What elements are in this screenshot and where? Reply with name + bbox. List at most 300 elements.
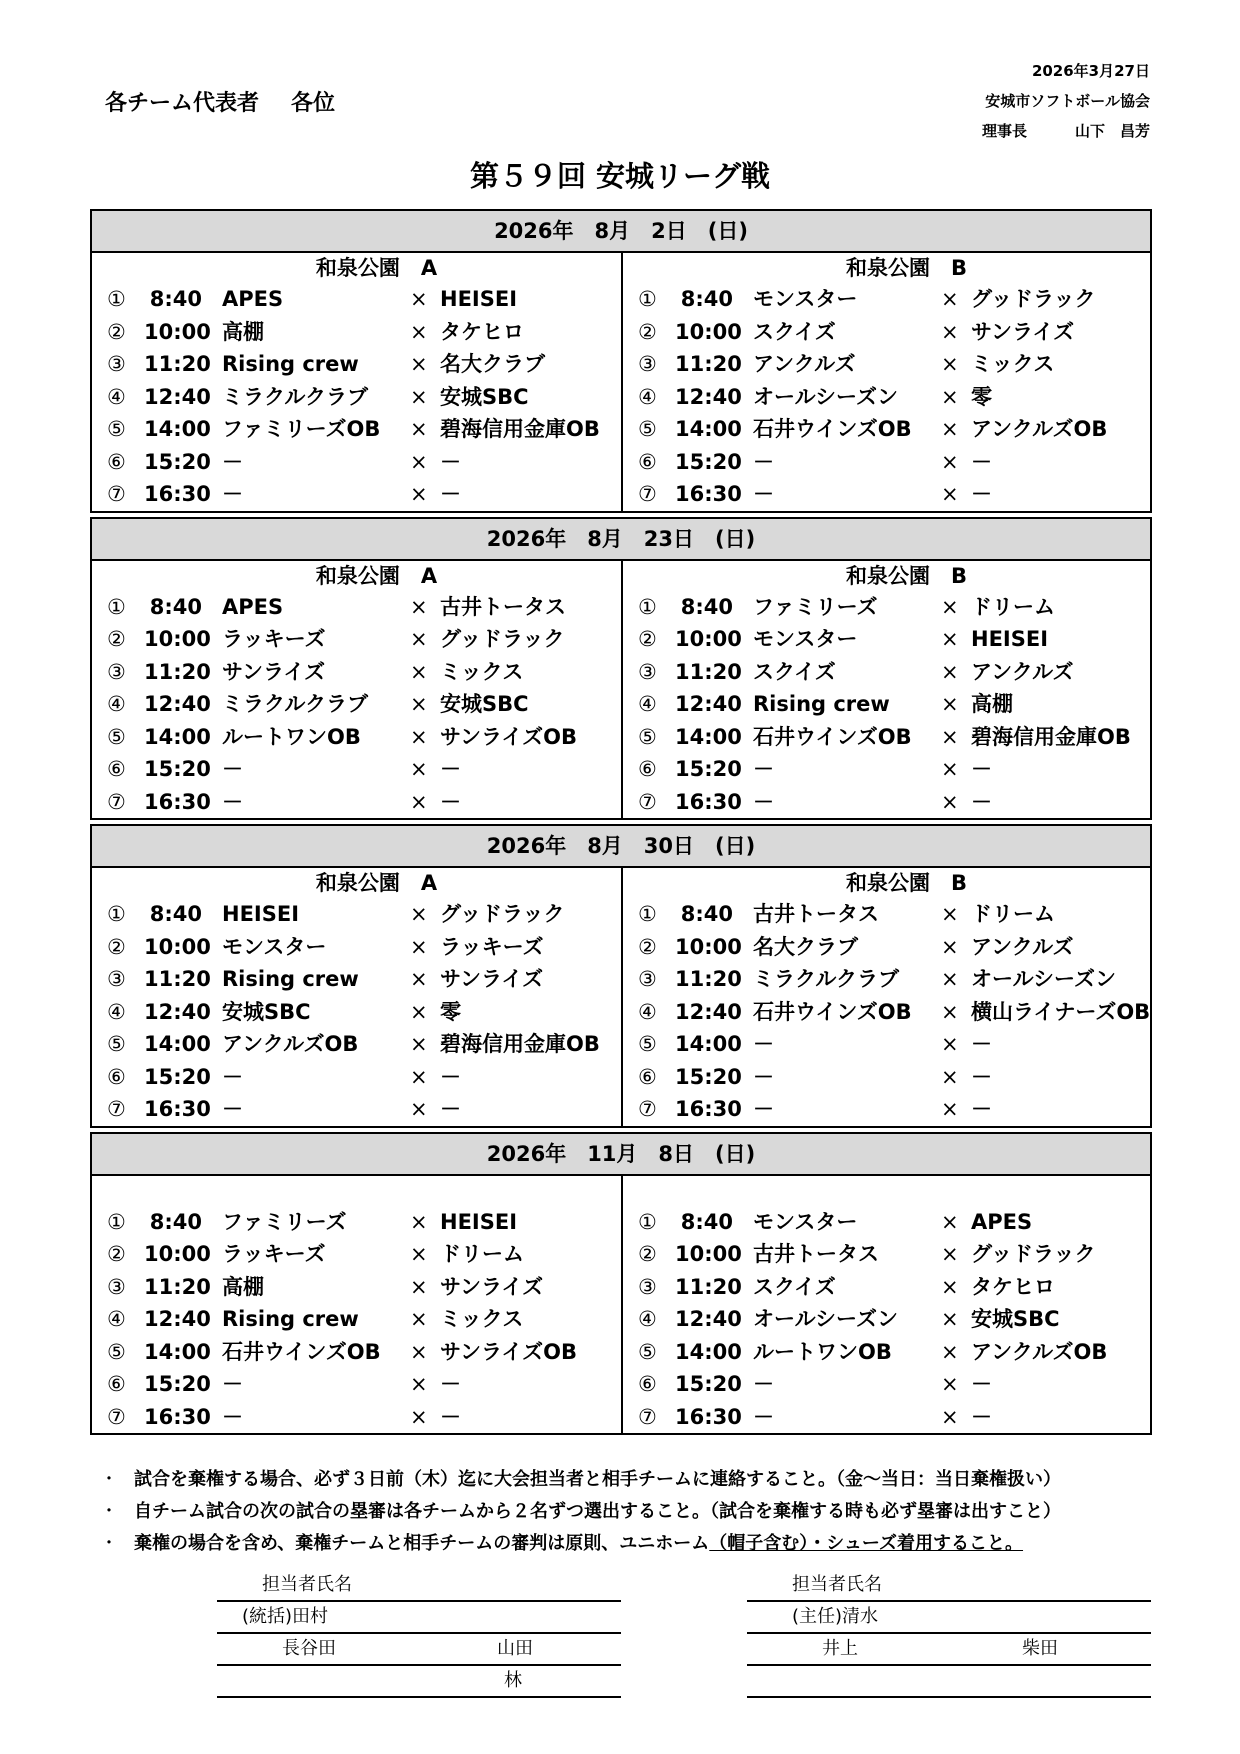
home-team: ラッキーズ <box>222 627 326 651</box>
venue-title: 和泉公園 A <box>315 871 438 895</box>
vs-mark: × <box>941 627 959 651</box>
match-time: 8:40 <box>149 902 202 926</box>
vs-mark: × <box>941 319 959 344</box>
note-text-underlined: （帽子含む）・シューズ着用すること。 <box>709 1533 1024 1554</box>
home-team: － <box>753 482 774 506</box>
match-number: ① <box>107 1209 126 1234</box>
home-team: モンスター <box>753 627 858 651</box>
match-number: ⑤ <box>107 724 126 749</box>
match-number: ② <box>107 319 126 344</box>
vs-mark: × <box>941 1064 959 1089</box>
home-team: ファミリーズOB <box>222 417 381 441</box>
away-team: サンライズ <box>440 967 544 991</box>
match-row <box>92 413 621 446</box>
vs-mark: × <box>410 1097 428 1121</box>
vs-mark: × <box>941 352 959 376</box>
vs-mark: × <box>941 1209 959 1234</box>
match-number: ⑦ <box>107 1404 126 1429</box>
match-row <box>92 283 621 316</box>
match-time: 15:20 <box>675 1064 742 1089</box>
vs-mark: × <box>941 1242 959 1266</box>
match-row <box>623 1303 1150 1336</box>
match-row <box>92 478 621 511</box>
match-row <box>623 478 1150 511</box>
away-team: － <box>440 449 461 474</box>
addressee-text: 各チーム代表者 <box>105 91 260 116</box>
away-team: － <box>971 482 992 506</box>
away-team: 高棚 <box>971 692 1013 716</box>
match-time: 14:00 <box>144 1339 211 1364</box>
match-number: ⑤ <box>638 724 657 749</box>
match-row <box>92 316 621 349</box>
match-number: ① <box>107 902 126 926</box>
away-team: 横山ライナーズOB <box>971 999 1151 1024</box>
away-team: APES <box>971 1209 1033 1234</box>
match-time: 14:00 <box>144 1032 211 1056</box>
match-number: ② <box>638 627 657 651</box>
away-team: － <box>971 1032 992 1056</box>
match-time: 11:20 <box>144 967 211 991</box>
venue-title: 和泉公園 A <box>315 563 438 588</box>
home-team: アンクルズOB <box>222 1032 359 1056</box>
schedule-section <box>90 824 1152 1128</box>
vs-mark: × <box>941 934 959 959</box>
home-team: ミラクルクラブ <box>222 384 368 409</box>
match-number: ① <box>638 594 657 619</box>
match-time: 12:40 <box>675 384 742 409</box>
away-team: － <box>440 482 461 506</box>
match-time: 14:00 <box>675 724 742 749</box>
staff-lead: (主任)清水 <box>792 1606 879 1627</box>
chair-title: 理事長 <box>981 122 1027 140</box>
match-time: 15:20 <box>144 1372 211 1396</box>
away-team: － <box>971 1372 992 1396</box>
bullet: ・ <box>100 1469 118 1490</box>
match-number: ① <box>107 594 126 619</box>
section-date: 2026年 11月 8日 (日) <box>92 1134 1150 1176</box>
section-courts <box>92 1176 1150 1434</box>
home-team: 石井ウインズOB <box>753 417 912 441</box>
vs-mark: × <box>941 449 959 474</box>
match-time: 10:00 <box>675 627 742 651</box>
away-team: ドリーム <box>440 1242 524 1266</box>
home-team: － <box>753 1372 774 1396</box>
away-team: グッドラック <box>440 627 565 651</box>
match-time: 16:30 <box>144 1097 211 1121</box>
home-team: － <box>753 1097 774 1121</box>
vs-mark: × <box>410 1242 428 1266</box>
match-number: ④ <box>107 999 126 1024</box>
away-team: グッドラック <box>440 902 565 926</box>
match-number: ⑦ <box>107 789 126 814</box>
match-number: ③ <box>107 1274 126 1299</box>
match-time: 10:00 <box>144 1242 211 1266</box>
match-row <box>623 1238 1150 1271</box>
staff-left <box>217 1570 621 1698</box>
home-team: モンスター <box>753 1209 858 1234</box>
court-b <box>621 868 1150 1126</box>
away-team: 碧海信用金庫OB <box>971 724 1131 749</box>
match-number: ⑥ <box>638 1064 657 1089</box>
match-number: ② <box>107 1242 126 1266</box>
match-row <box>623 898 1150 931</box>
vs-mark: × <box>410 1274 428 1299</box>
away-team: HEISEI <box>440 1209 518 1234</box>
vs-mark: × <box>941 287 959 311</box>
home-team: － <box>222 1097 243 1121</box>
staff-member: 山田 <box>497 1638 533 1659</box>
court-b <box>621 253 1150 511</box>
home-team: － <box>222 1064 243 1089</box>
match-row <box>92 786 621 819</box>
home-team: HEISEI <box>222 902 300 926</box>
match-time: 14:00 <box>675 417 742 441</box>
match-number: ② <box>638 319 657 344</box>
match-row <box>92 1401 621 1434</box>
match-time: 16:30 <box>144 789 211 814</box>
match-time: 14:00 <box>675 1032 742 1056</box>
match-row <box>92 1336 621 1369</box>
section-date: 2026年 8月 23日 (日) <box>92 519 1150 561</box>
away-team: アンクルズ <box>971 934 1074 959</box>
vs-mark: × <box>410 627 428 651</box>
vs-mark: × <box>941 1032 959 1056</box>
match-time: 15:20 <box>675 1372 742 1396</box>
home-team: スクイズ <box>753 659 836 684</box>
home-team: オールシーズン <box>753 1307 899 1331</box>
home-team: APES <box>222 594 284 619</box>
away-team: 安城SBC <box>971 1307 1060 1331</box>
vs-mark: × <box>941 999 959 1024</box>
away-team: － <box>440 1372 461 1396</box>
match-number: ⑦ <box>638 1097 657 1121</box>
match-number: ④ <box>638 692 657 716</box>
home-team: モンスター <box>753 287 858 311</box>
match-row <box>92 1271 621 1304</box>
match-row <box>623 1061 1150 1094</box>
match-time: 16:30 <box>144 482 211 506</box>
match-row <box>92 996 621 1029</box>
match-time: 14:00 <box>144 724 211 749</box>
match-row <box>623 1206 1150 1239</box>
match-row <box>623 786 1150 819</box>
match-number: ⑥ <box>107 1372 126 1396</box>
match-number: ② <box>107 627 126 651</box>
match-number: ⑥ <box>107 1064 126 1089</box>
venue-title: 和泉公園 A <box>315 256 438 280</box>
home-team: Rising crew <box>222 1307 359 1331</box>
section-courts <box>92 868 1150 1126</box>
staff-label: 担当者氏名 <box>792 1574 882 1595</box>
away-team: － <box>440 789 461 814</box>
match-number: ④ <box>638 384 657 409</box>
match-row <box>92 591 621 624</box>
vs-mark: × <box>410 319 428 344</box>
match-time: 8:40 <box>680 902 733 926</box>
match-time: 8:40 <box>680 1209 733 1234</box>
match-time: 8:40 <box>149 1209 202 1234</box>
schedule-table <box>90 209 1152 1439</box>
away-team: アンクルズOB <box>971 1339 1108 1364</box>
away-team: 碧海信用金庫OB <box>440 1032 600 1056</box>
home-team: － <box>753 1032 774 1056</box>
away-team: 安城SBC <box>440 692 529 716</box>
match-number: ⑥ <box>638 449 657 474</box>
home-team: 古井トータス <box>753 902 879 926</box>
vs-mark: × <box>410 287 428 311</box>
match-time: 15:20 <box>675 757 742 781</box>
away-team: オールシーズン <box>971 967 1117 991</box>
vs-mark: × <box>410 1032 428 1056</box>
note-text: 棄権の場合を含め、棄権チームと相手チームの審判は原則、ユニホーム <box>134 1533 710 1554</box>
match-number: ⑦ <box>107 1097 126 1121</box>
match-row <box>623 753 1150 786</box>
match-number: ③ <box>107 967 126 991</box>
match-row <box>92 753 621 786</box>
match-time: 12:40 <box>144 999 211 1024</box>
home-team: － <box>222 1404 243 1429</box>
match-time: 16:30 <box>675 1404 742 1429</box>
match-number: ③ <box>638 352 657 376</box>
match-number: ④ <box>107 1307 126 1331</box>
vs-mark: × <box>941 902 959 926</box>
home-team: アンクルズ <box>753 352 856 376</box>
match-time: 15:20 <box>144 1064 211 1089</box>
match-time: 10:00 <box>675 1242 742 1266</box>
match-time: 8:40 <box>149 287 202 311</box>
away-team: ミックス <box>440 659 524 684</box>
vs-mark: × <box>941 1404 959 1429</box>
away-team: － <box>440 1097 461 1121</box>
vs-mark: × <box>941 482 959 506</box>
match-time: 11:20 <box>144 659 211 684</box>
match-number: ⑥ <box>107 449 126 474</box>
match-row <box>623 283 1150 316</box>
match-time: 16:30 <box>144 1404 211 1429</box>
away-team: － <box>971 757 992 781</box>
match-number: ② <box>638 934 657 959</box>
away-team: アンクルズOB <box>971 417 1108 441</box>
away-team: － <box>971 449 992 474</box>
home-team: ルートワンOB <box>753 1339 892 1364</box>
match-row <box>92 381 621 414</box>
match-number: ② <box>638 1242 657 1266</box>
vs-mark: × <box>941 594 959 619</box>
away-team: － <box>440 1064 461 1089</box>
match-time: 14:00 <box>675 1339 742 1364</box>
home-team: Rising crew <box>222 352 359 376</box>
match-row <box>92 1368 621 1401</box>
match-row <box>623 1271 1150 1304</box>
away-team: 古井トータス <box>440 594 566 619</box>
vs-mark: × <box>941 659 959 684</box>
section-date: 2026年 8月 30日 (日) <box>92 826 1150 868</box>
vs-mark: × <box>410 1209 428 1234</box>
home-team: － <box>753 449 774 474</box>
away-team: グッドラック <box>971 287 1096 311</box>
staff-member: 井上 <box>822 1638 858 1659</box>
match-number: ⑥ <box>107 757 126 781</box>
match-number: ⑦ <box>638 482 657 506</box>
match-row <box>92 688 621 721</box>
staff-member: 長谷田 <box>282 1638 336 1659</box>
match-time: 10:00 <box>144 319 211 344</box>
venue-title <box>92 1176 621 1206</box>
vs-mark: × <box>941 1372 959 1396</box>
away-team: サンライズOB <box>440 724 577 749</box>
match-row <box>623 1368 1150 1401</box>
match-time: 10:00 <box>144 934 211 959</box>
away-team: － <box>971 1064 992 1089</box>
vs-mark: × <box>410 417 428 441</box>
court-b <box>621 561 1150 819</box>
away-team: 安城SBC <box>440 384 529 409</box>
home-team: 高棚 <box>222 1274 264 1299</box>
vs-mark: × <box>941 1274 959 1299</box>
match-number: ③ <box>638 967 657 991</box>
vs-mark: × <box>410 384 428 409</box>
match-number: ⑥ <box>638 1372 657 1396</box>
match-time: 14:00 <box>144 417 211 441</box>
home-team: モンスター <box>222 934 327 959</box>
vs-mark: × <box>410 1064 428 1089</box>
away-team: 零 <box>440 999 461 1024</box>
match-row <box>623 931 1150 964</box>
home-team: － <box>753 757 774 781</box>
page-title: 第５９回 安城リーグ戦 <box>469 159 771 193</box>
vs-mark: × <box>941 1097 959 1121</box>
away-team: HEISEI <box>971 627 1049 651</box>
match-time: 8:40 <box>680 287 733 311</box>
match-row <box>623 721 1150 754</box>
away-team: － <box>440 1404 461 1429</box>
match-time: 12:40 <box>675 999 742 1024</box>
home-team: 石井ウインズOB <box>753 999 912 1024</box>
away-team: アンクルズ <box>971 659 1074 684</box>
match-row <box>623 963 1150 996</box>
match-number: ⑤ <box>107 417 126 441</box>
away-team: 碧海信用金庫OB <box>440 417 600 441</box>
match-time: 11:20 <box>675 352 742 376</box>
match-number: ③ <box>107 352 126 376</box>
away-team: HEISEI <box>440 287 518 311</box>
match-row <box>92 623 621 656</box>
chair-line <box>982 120 1150 141</box>
away-team: サンライズ <box>440 1274 544 1299</box>
vs-mark: × <box>410 967 428 991</box>
home-team: － <box>753 1404 774 1429</box>
match-row <box>92 1206 621 1239</box>
venue-title <box>623 1176 1150 1206</box>
schedule-section <box>90 517 1152 821</box>
away-team: タケヒロ <box>971 1274 1055 1299</box>
vs-mark: × <box>410 934 428 959</box>
match-number: ⑦ <box>638 1404 657 1429</box>
match-row <box>92 1238 621 1271</box>
match-time: 12:40 <box>144 1307 211 1331</box>
match-number: ⑤ <box>107 1032 126 1056</box>
away-team: ミックス <box>440 1307 524 1331</box>
section-courts <box>92 253 1150 511</box>
vs-mark: × <box>410 352 428 376</box>
staff-member: 林 <box>504 1670 522 1691</box>
match-time: 10:00 <box>675 934 742 959</box>
away-team: タケヒロ <box>440 319 524 344</box>
home-team: Rising crew <box>222 967 359 991</box>
home-team: 石井ウインズOB <box>753 724 912 749</box>
home-team: ミラクルクラブ <box>222 692 368 716</box>
match-time: 10:00 <box>675 319 742 344</box>
match-number: ③ <box>107 659 126 684</box>
match-time: 12:40 <box>144 692 211 716</box>
home-team: ミラクルクラブ <box>753 967 899 991</box>
court-a <box>92 561 621 819</box>
match-number: ⑤ <box>638 1032 657 1056</box>
venue-title: 和泉公園 B <box>845 563 967 588</box>
vs-mark: × <box>410 724 428 749</box>
match-number: ① <box>638 287 657 311</box>
match-row <box>623 1401 1150 1434</box>
match-time: 16:30 <box>675 789 742 814</box>
home-team: スクイズ <box>753 1274 836 1299</box>
match-time: 12:40 <box>675 1307 742 1331</box>
home-team: 古井トータス <box>753 1242 879 1266</box>
court-a <box>92 868 621 1126</box>
home-team: － <box>222 1372 243 1396</box>
match-row <box>623 1093 1150 1126</box>
match-row <box>92 348 621 381</box>
vs-mark: × <box>941 692 959 716</box>
match-number: ③ <box>638 659 657 684</box>
match-row <box>623 413 1150 446</box>
vs-mark: × <box>410 659 428 684</box>
match-row <box>92 721 621 754</box>
home-team: － <box>753 789 774 814</box>
court-a <box>92 1176 621 1434</box>
staff-member: 柴田 <box>1022 1638 1058 1659</box>
match-row <box>92 898 621 931</box>
match-row <box>92 1093 621 1126</box>
match-number: ⑤ <box>638 1339 657 1364</box>
match-time: 12:40 <box>675 692 742 716</box>
vs-mark: × <box>410 594 428 619</box>
issue-date: 2026年3月27日 <box>1031 62 1150 80</box>
match-time: 15:20 <box>144 449 211 474</box>
chair-name: 山下 昌芳 <box>1074 122 1150 140</box>
home-team: ルートワンOB <box>222 724 361 749</box>
match-number: ② <box>107 934 126 959</box>
addressee <box>105 86 335 117</box>
away-team: － <box>440 757 461 781</box>
home-team: － <box>222 449 243 474</box>
away-team: 零 <box>971 384 992 409</box>
match-row <box>92 963 621 996</box>
away-team: － <box>971 1404 992 1429</box>
vs-mark: × <box>941 1307 959 1331</box>
organization: 安城市ソフトボール協会 <box>985 92 1150 110</box>
match-row <box>623 591 1150 624</box>
section-courts <box>92 561 1150 819</box>
vs-mark: × <box>410 1372 428 1396</box>
match-time: 11:20 <box>675 1274 742 1299</box>
match-time: 11:20 <box>675 659 742 684</box>
home-team: 名大クラブ <box>753 934 858 959</box>
match-number: ④ <box>107 384 126 409</box>
match-row <box>92 931 621 964</box>
match-row <box>623 623 1150 656</box>
vs-mark: × <box>410 902 428 926</box>
home-team: スクイズ <box>753 319 836 344</box>
